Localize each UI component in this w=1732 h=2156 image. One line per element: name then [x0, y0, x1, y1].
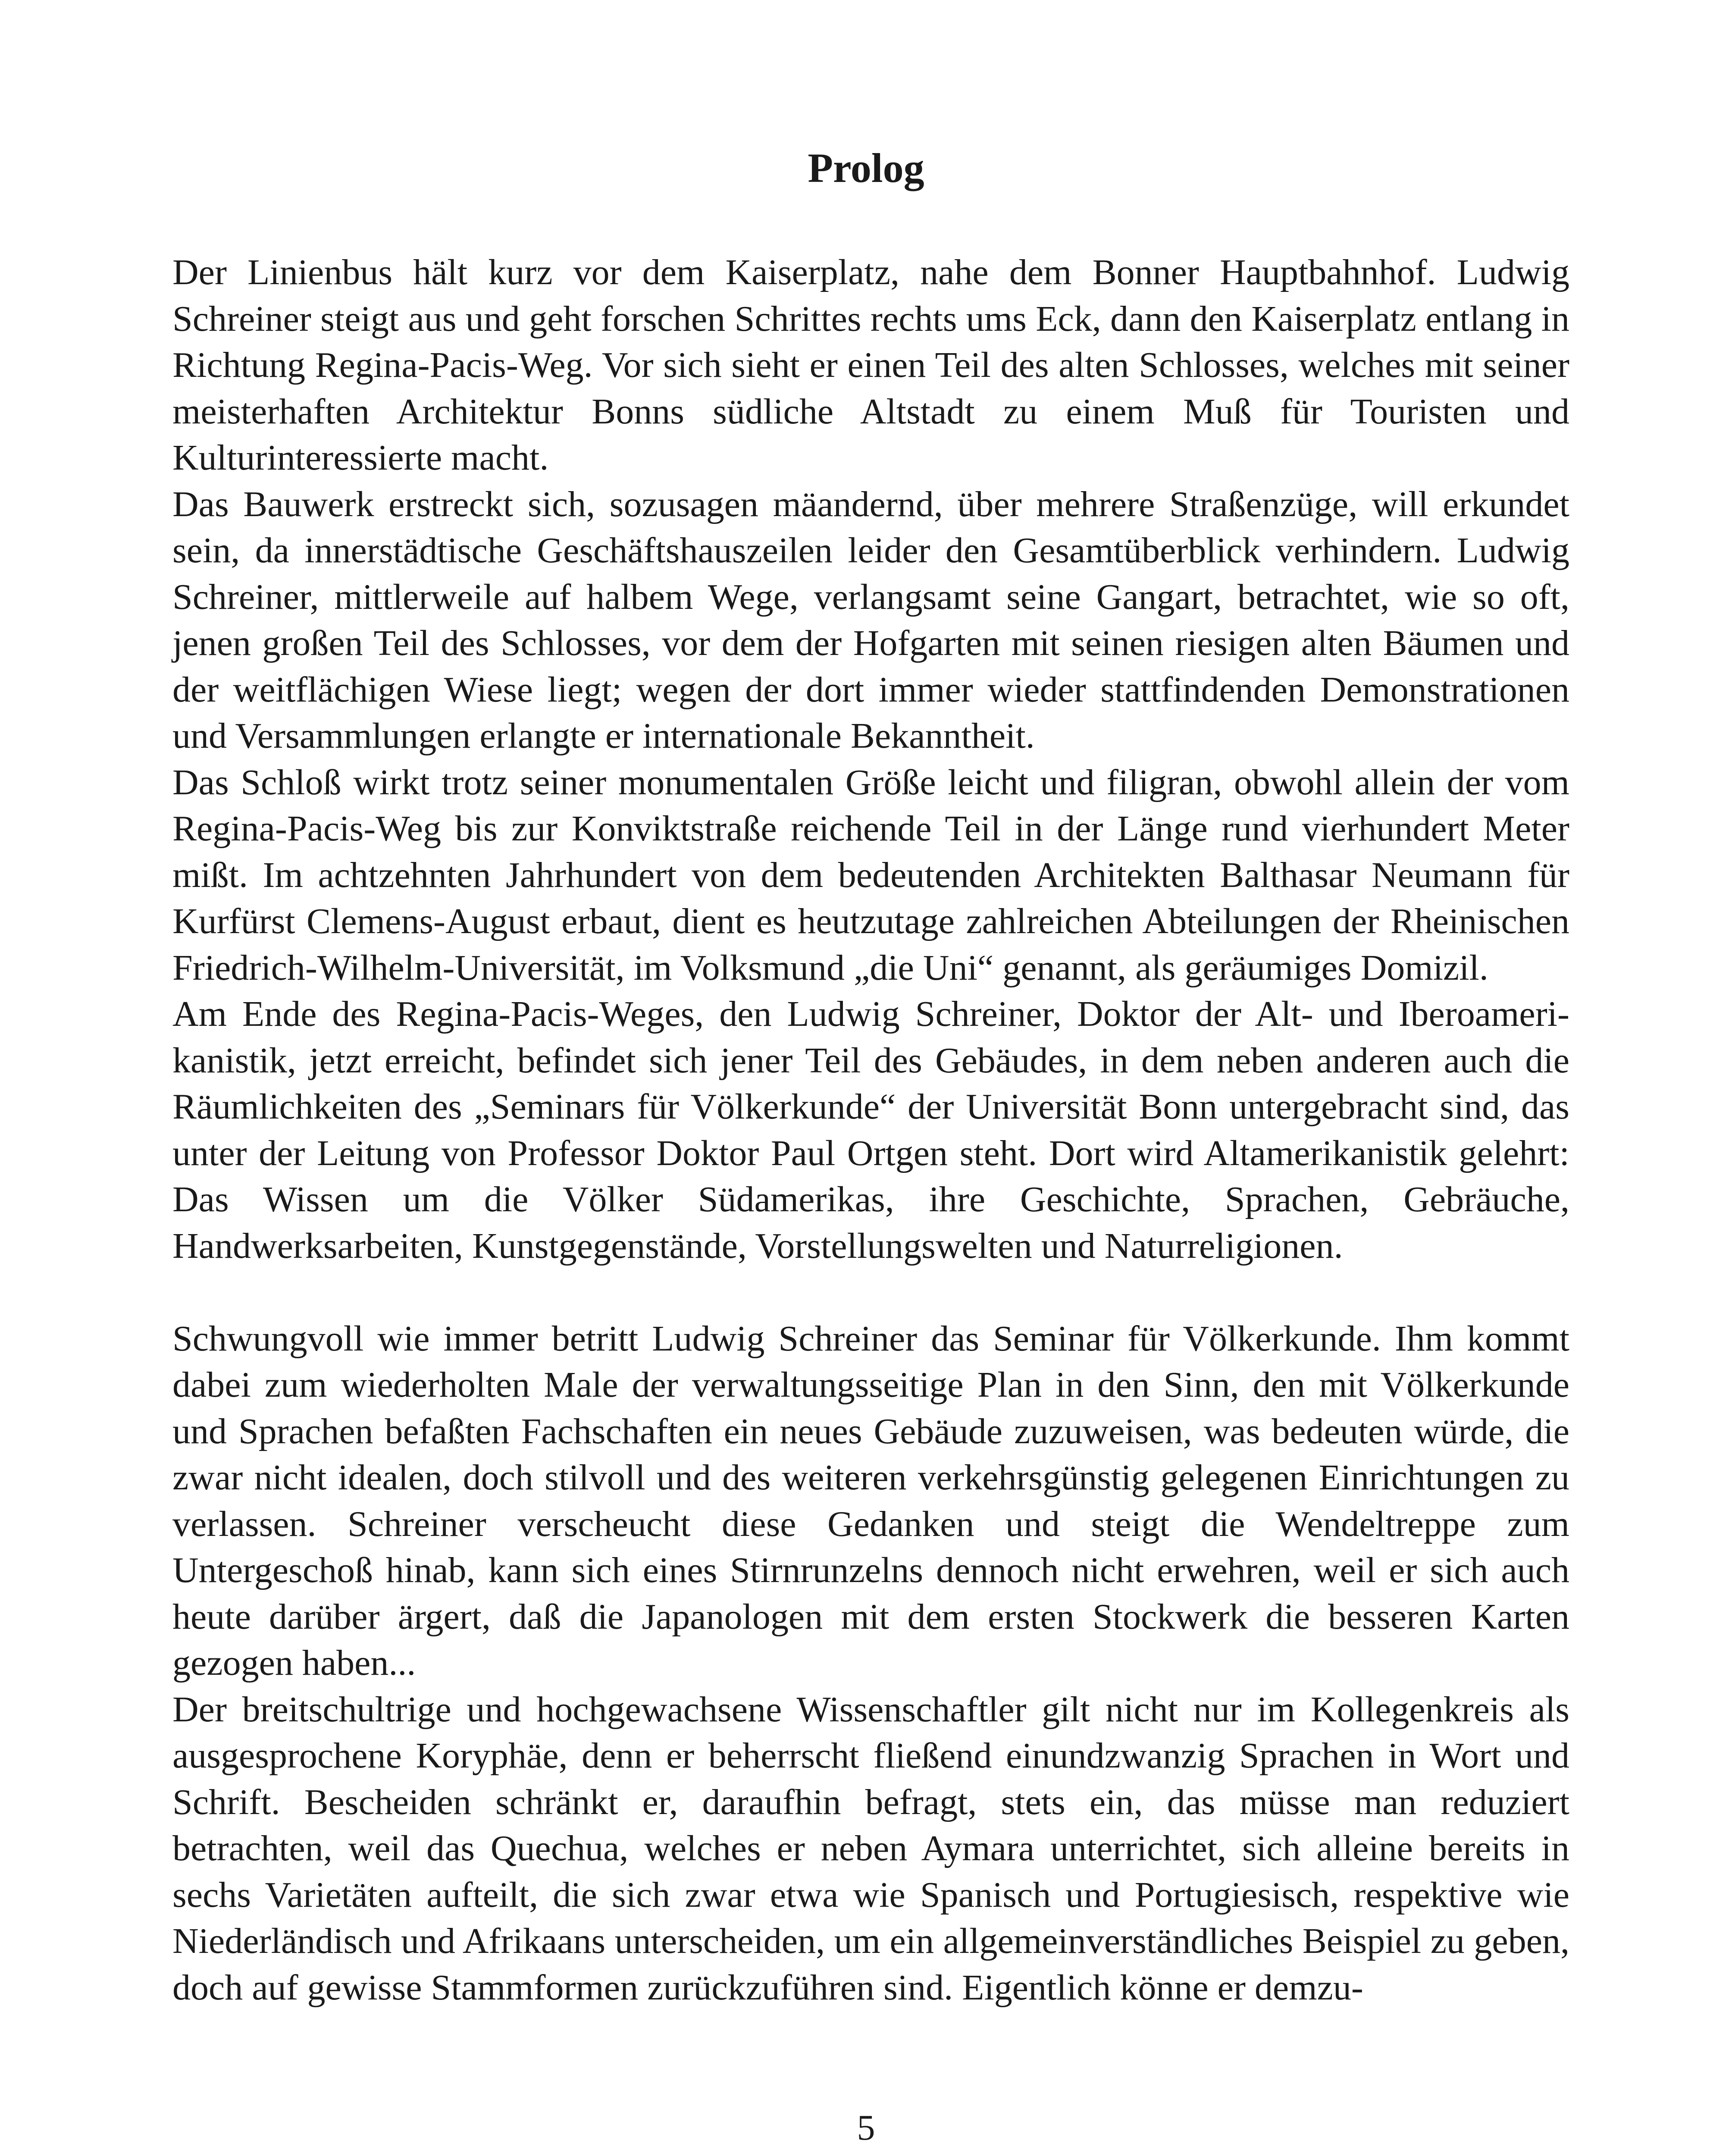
paragraph-2: Das Bauwerk erstreckt sich, sozusagen mäandernd, über mehrere Straßenzüge, will erkundet sein, da innerstädtische Geschäftshauszeilen leider den Gesamtüberblick verhindern. Ludwig Schreiner, mittlerweile auf halbem Wege, verlangsamt seine Gangart, betrachtet, wie so oft, jenen großen Teil des Schlosses, vor dem der Hofgarten mit seinen riesigen alten Bäumen und der weitflächigen Wiese liegt; wegen der dort immer wieder stattfindenden Demonstrationen und Versammlungen erlangte er internationale Bekanntheit.: [172, 484, 1569, 756]
paragraph-1: Der Linienbus hält kurz vor dem Kaiserplatz, nahe dem Bonner Hauptbahnhof. Ludwig Schreiner steigt aus und geht forschen Schrittes rechts ums Eck, dann den Kaiserplatz entlang in Richtung Regina-Pacis-Weg. Vor sich sieht er einen Teil des alten Schlosses, welches mit seiner meisterhaften Architektur Bonns südliche Altstadt zu einem Muß für Touristen und Kulturinteressierte macht.: [172, 252, 1569, 478]
page-number: 5: [857, 2108, 875, 2148]
chapter-body: [172, 249, 1569, 2011]
paragraph-4: Am Ende des Regina-Pacis-Weges, den Ludwig Schreiner, Doktor der Alt- und Iberoamerikanistik, jetzt erreicht, befindet sich jener Teil des Gebäudes, in dem neben anderen auch die Räumlichkeiten des „Seminars für Völkerkunde“ der Universität Bonn untergebracht sind, das unter der Leitung von Professor Doktor Paul Ortgen steht. Dort wird Altamerikanistik gelehrt: Das Wissen um die Völker Südamerikas, ihre Geschichte, Sprachen, Gebräuche, Handwerksarbeiten, Kunstgegenstände, Vorstellungswelten und Naturreligionen.: [172, 994, 1569, 1266]
chapter-title: Prolog: [808, 145, 924, 191]
paragraph-6: Der breitschultrige und hochgewachsene Wissenschaftler gilt nicht nur im Kollegenkreis als ausgesprochene Koryphäe, denn er beherrscht fließend einundzwanzig Sprachen in Wort und Schrift. Bescheiden schränkt er, daraufhin befragt, stets ein, das müsse man reduziert betrachten, weil das Quechua, welches er neben Aymara unterrichtet, sich alleine bereits in sechs Varietäten aufteilt, die sich zwar etwa wie Spanisch und Portugiesisch, respektive wie Niederländisch und Afrikaans unterscheiden, um ein allgemeinverständliches Beispiel zu geben, doch auf gewisse Stammformen zurückzuführen sind. Eigentlich könne er demzu-: [172, 1689, 1569, 2008]
paragraph-5: Schwungvoll wie immer betritt Ludwig Schreiner das Seminar für Völkerkunde. Ihm kommt dabei zum wiederholten Male der verwaltungsseitige Plan in den Sinn, den mit Völkerkunde und Sprachen befaßten Fachschaften ein neues Gebäude zuzuweisen, was bedeuten würde, die zwar nicht idealen, doch stilvoll und des weiteren verkehrsgünstig gelegenen Einrichtungen zu verlassen. Schreiner verscheucht diese Gedanken und steigt die Wendeltreppe zum Untergeschoß hinab, kann sich eines Stirnrunzelns dennoch nicht erwehren, weil er sich auch heute darüber ärgert, daß die Japanologen mit dem ersten Stockwerk die besseren Karten gezogen haben...: [172, 1318, 1569, 1683]
paragraph-3: Das Schloß wirkt trotz seiner monumentalen Größe leicht und filigran, obwohl allein der vom Regina-Pacis-Weg bis zur Konviktstraße reichende Teil in der Länge rund vierhundert Meter mißt. Im achtzehnten Jahrhundert von dem bedeutenden Architekten Balthasar Neumann für Kurfürst Clemens-August erbaut, dient es heutzutage zahlreichen Abteilungen der Rheinischen Friedrich-Wilhelm-Universität, im Volksmund „die Uni“ genannt, als geräumiges Domizil.: [172, 762, 1569, 988]
